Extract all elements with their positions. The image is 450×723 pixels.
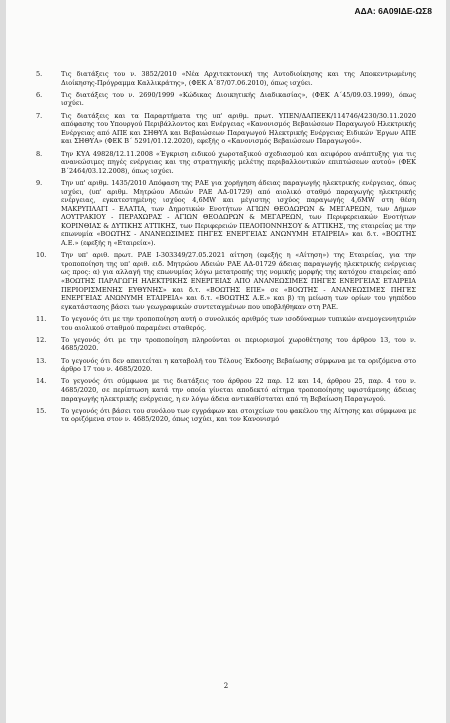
list-item (36, 407, 416, 424)
item-number: 14. (36, 377, 47, 386)
item-text: Τις διατάξεις του ν. 3852/2010 «Νέα Αρχιτεκτονική της Αυτοδιοίκησης και της Αποκεντρωμένης Διοίκησης-Πρόγραμμα Καλλικράτης», (ΦΕΚ Α΄87/07.06.2010), όπως ισχύει. (61, 70, 416, 87)
item-number: 11. (36, 315, 47, 323)
list-item (36, 336, 416, 353)
list-item (36, 150, 416, 176)
item-number: 15. (36, 406, 47, 415)
item-text: Τις διατάξεις και τα Παραρτήματα της υπ' αριθμ. πρωτ. ΥΠΕΝ/ΔΑΠΕΕΚ/114746/4230/30.11.2020 απόφασης του Υπουργού Περιβάλλοντος και Ενέργειας «Κανονισμός Βεβαιώσεων Παραγωγού Ηλεκτρικής Ενέργειας από ΑΠΕ και ΣΗΘΥΑ και Βεβαιώσεων Παραγωγού Ηλεκτρικής Ενέργειας Ειδικών Έργων ΑΠΕ και ΣΗΘΥΑ» (ΦΕΚ Β΄ 5291/01.12.2020), εφεξής ο «Κανονισμός Βεβαιώσεων Παραγωγού». (61, 111, 416, 146)
document-page (6, 0, 446, 723)
list-item (36, 91, 416, 108)
item-number: 6. (36, 90, 43, 99)
item-number: 8. (36, 149, 43, 158)
list-item (36, 315, 416, 332)
item-text: Την υπ' αριθμ. 1435/2010 Απόφαση της ΡΑΕ για χορήγηση άδειας παραγωγής ηλεκτρικής ενέργειας, όπως ισχύει, (υπ' αριθμ. Μητρώου Αδειών ΡΑΕ ΑΔ-01729) από αιολικό σταθμό παραγωγής ηλεκτρικής ενέργειας, εγκατεστημένης ισχύος 4,6MW και μέγιστης ισχύος παραγωγής 4,6MW στη θέση ΜΑΚΡΥΠΛΑΓΙ - ΕΛΑΤΙΑ, των Δημοτικών Ενοτήτων ΑΓΙΩΝ ΘΕΟΔΩΡΩΝ & ΜΕΓΑΡΕΩΝ, των Δήμων ΛΟΥΤΡΑΚΙΟΥ - ΠΕΡΑΧΩΡΑΣ - ΑΓΙΩΝ ΘΕΟΔΩΡΩΝ & ΜΕΓΑΡΕΩΝ, των Περιφερειακών Ενοτήτων ΚΟΡΙΝΘΙΑΣ & ΔΥΤΙΚΗΣ ΑΤΤΙΚΗΣ, των Περιφερειών ΠΕΛΟΠΟΝΝΗΣΟΥ & ΑΤΤΙΚΗΣ, της εταιρείας με την επωνυμία «ΒΟΩΤΗΣ - ΑΝΑΝΕΩΣΙΜΕΣ ΠΗΓΕΣ ΕΝΕΡΓΕΙΑΣ ΑΝΩΝΥΜΗ ΕΤΑΙΡΕΙΑ» και δ.τ. «ΒΟΩΤΗΣ Α.Ε.» (εφεξής η «Εταιρεία»). (61, 178, 416, 248)
item-number: 9. (36, 178, 43, 187)
list-item (36, 70, 416, 87)
item-number: 12. (36, 335, 47, 344)
list-item (36, 179, 416, 248)
list-item (36, 377, 416, 403)
item-number: 7. (36, 111, 43, 120)
item-text: Την ΚΥΑ 49828/12.11.2008 «Έγκριση ειδικού χωροταξικού σχεδιασμού και αειφόρου ανάπτυξης για τις ανανεώσιμες πηγές ενέργειας και της στρατηγικής μελέτης περιβαλλοντικών επιπτώσεων αυτού» (ΦΕΚ Β΄2464/03.12.2008), όπως ισχύει. (61, 149, 416, 175)
list-item (36, 357, 416, 374)
item-number: 13. (36, 356, 47, 365)
item-number: 5. (36, 70, 43, 78)
ada-code: ΑΔΑ: 6Α09ΙΔΕ-ΩΣ8 (354, 6, 432, 16)
item-text: Το γεγονός ότι βάσει του συνόλου των εγγράφων και στοιχείων του φακέλου της Αίτησης και σύμφωνα με τα οριζόμενα στον ν. 4685/2020, όπως ισχύει, και τον Κανονισμό (61, 406, 416, 424)
item-number: 10. (36, 251, 47, 260)
item-text: Τις διατάξεις του ν. 2690/1999 «Κώδικας Διοικητικής Διαδικασίας», (ΦΕΚ Α΄45/09.03.1999), όπως ισχύει. (61, 90, 416, 108)
list-item (36, 112, 416, 146)
numbered-list (36, 70, 416, 428)
list-item (36, 251, 416, 311)
item-text: Το γεγονός ότι με την τροποποίηση πληρούνται οι περιορισμοί χωροθέτησης του άρθρου 13, του ν. 4685/2020. (61, 335, 416, 353)
item-text: Την υπ' αριθ. πρωτ. ΡΑΕ Ι-303349/27.05.2021 αίτηση (εφεξής η «Αίτηση») της Εταιρείας, για την τροποποίηση της υπ' αριθ. ειδ. Μητρώου Αδειών ΡΑΕ ΑΔ-01729 άδειας παραγωγής ηλεκτρικής ενέργειας ως προς: α) για αλλαγή της επωνυμίας λόγω μετατροπής της νομικής μορφής της κατόχου εταιρείας από «ΒΟΩΤΗΣ ΠΑΡΑΓΩΓΗ ΗΛΕΚΤΡΙΚΗΣ ΕΝΕΡΓΕΙΑΣ ΑΠΟ ΑΝΑΝΕΩΣΙΜΕΣ ΠΗΓΕΣ ΕΝΕΡΓΕΙΑΣ ΕΤΑΙΡΕΙΑ ΠΕΡΙΟΡΙΣΜΕΝΗΣ ΕΥΘΥΝΗΣ» και δ.τ. «ΒΟΩΤΗΣ ΕΠΕ» σε «ΒΟΩΤΗΣ - ΑΝΑΝΕΩΣΙΜΕΣ ΠΗΓΕΣ ΕΝΕΡΓΕΙΑΣ ΑΝΩΝΥΜΗ ΕΤΑΙΡΕΙΑ» και δ.τ. «ΒΟΩΤΗΣ Α.Ε.» και β) τη μείωση των ορίων του γηπέδου εγκατάστασης βάσει των γεωγραφικών συντεταγμένων που υποβλήθηκαν στη ΡΑΕ. (61, 251, 416, 311)
item-text: Το γεγονός ότι με την τροποποίηση αυτή ο συνολικός αριθμός των ισοδύναμων τυπικών ανεμογεννητριών του αιολικού σταθμού παραμένει σταθερός. (61, 315, 416, 332)
item-text: Το γεγονός ότι σύμφωνα με τις διατάξεις του άρθρου 22 παρ. 12 και 14, άρθρου 25, παρ. 4 του ν. 4685/2020, σε περίπτωση κατά την οποία γίνεται αποδεκτό αίτημα τροποποίησης υφιστάμενης άδειας παραγωγής ηλεκτρικής ενέργειας, η εν λόγω άδεια αντικαθίσταται από τη Βεβαίωση Παραγωγού. (61, 377, 416, 403)
item-text: Το γεγονός ότι δεν απαιτείται η καταβολή του Τέλους Έκδοσης Βεβαίωσης σύμφωνα με τα οριζόμενα στο άρθρο 17 του ν. 4685/2020. (61, 356, 416, 374)
page-number: 2 (223, 682, 229, 690)
